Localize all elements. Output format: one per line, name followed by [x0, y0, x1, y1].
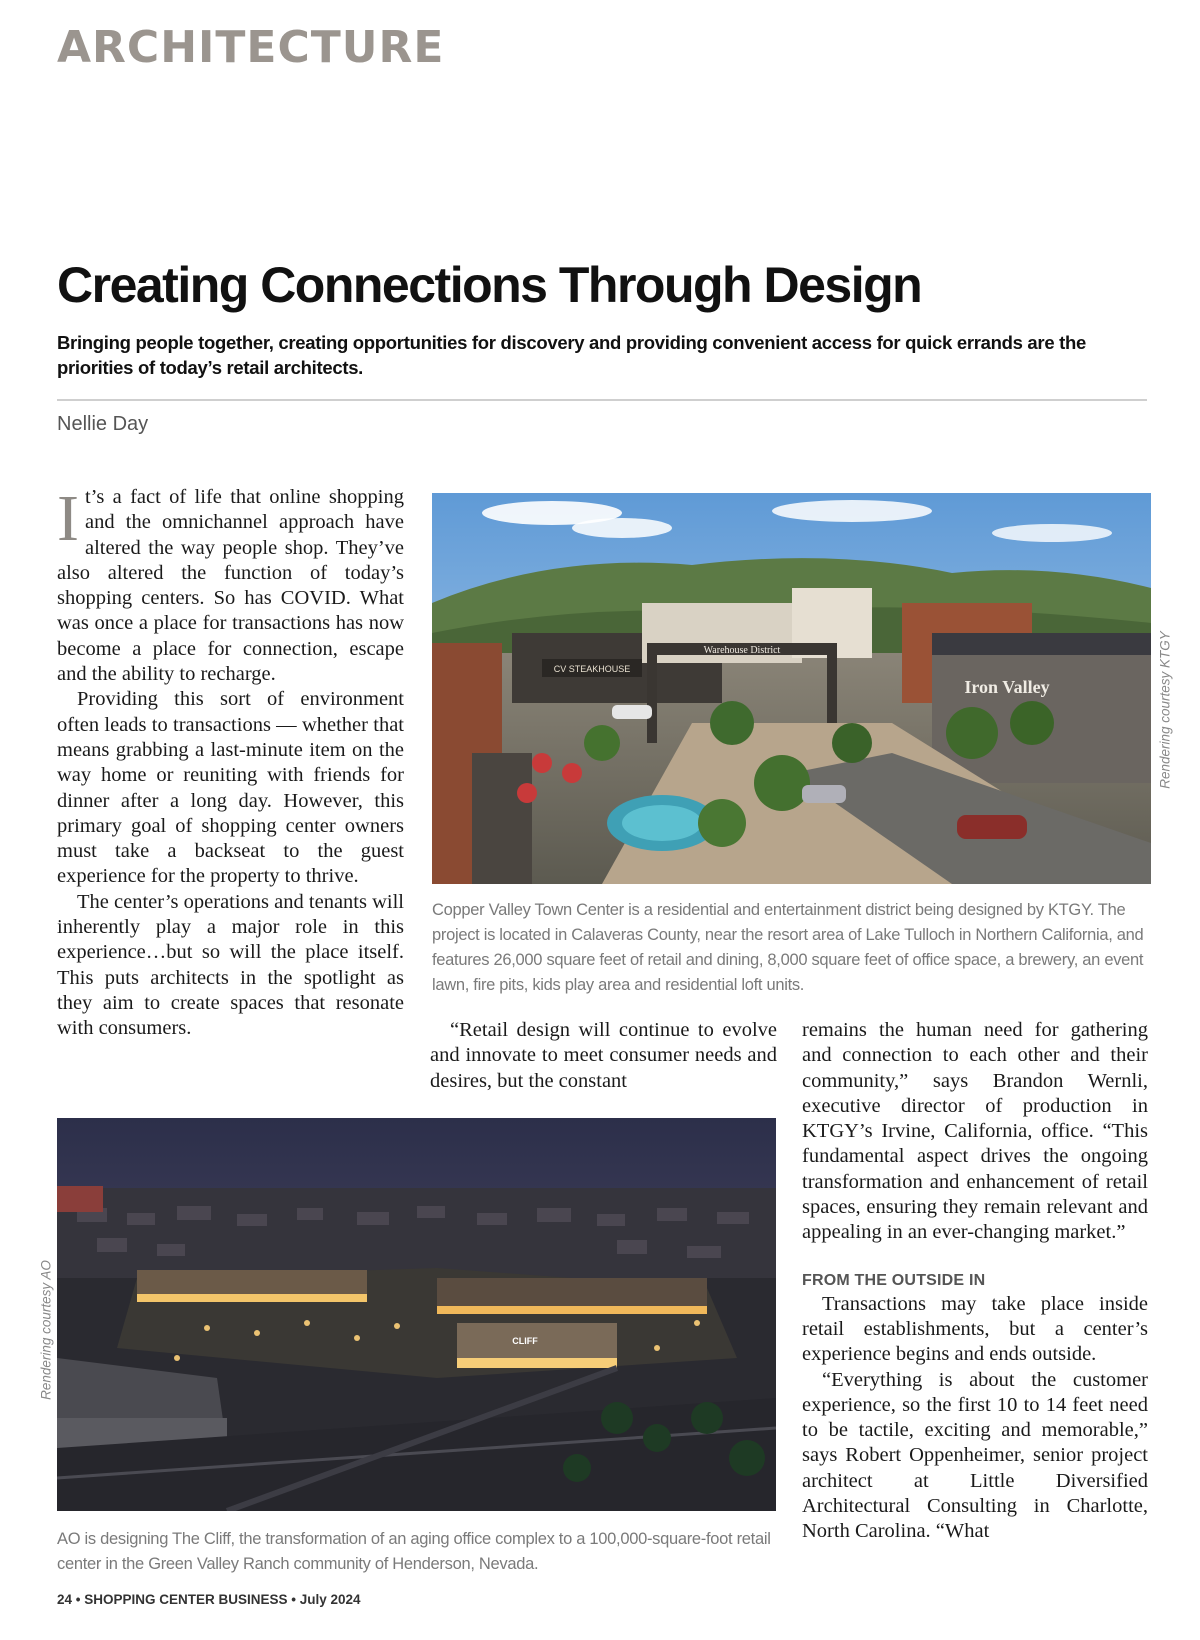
figure-2-caption: AO is designing The Cliff, the transformation of an aging office complex to a 100,000-square-foot retail center in the Green Valley Ranch community of Henderson, Nevada.: [57, 1530, 771, 1573]
body-column-3: [802, 1018, 1148, 1545]
body-paragraph-4: “Retail design will continue to evolve and innovate to meet consumer needs and desires, but the constant: [430, 1019, 777, 1092]
body-paragraph-3: The center’s operations and tenants will inherently play a major role in this experience…but so will the place itself. This puts architects in the spotlight as they aim to create spaces that resonate with consumers.: [57, 890, 404, 1040]
body-paragraph-7: “Everything is about the customer experience, so the first 10 to 14 feet need to be tactile, exciting and memorable,” says Robert Oppenheimer, senior project architect at Little Diversified Architectural Consulting in Charlotte, North Carolina. “What: [802, 1368, 1148, 1543]
divider-rule: [57, 399, 1147, 401]
body-column-2: [430, 1018, 777, 1094]
body-paragraph-6: Transactions may take place inside retail establishments, but a center’s experience begins and ends outside.: [802, 1292, 1148, 1366]
figure-1-credit: Rendering courtesy KTGY: [1157, 631, 1173, 789]
article-headline: Creating Connections Through Design: [57, 257, 922, 313]
the-cliff-rendering: [57, 1118, 776, 1511]
article-deck: Bringing people together, creating opportunities for discovery and providing convenient access for quick errands are the priorities of today’s retail architects.: [57, 332, 1086, 378]
sign-warehouse-district: Warehouse District: [703, 645, 781, 656]
sign-iron-valley: Iron Valley: [964, 677, 1050, 697]
sign-cv-steakhouse: CV STEAKHOUSE: [553, 664, 631, 674]
body-column-1: [57, 482, 404, 1042]
section-label: ARCHITECTURE: [57, 22, 445, 73]
paragraph-1-text: t’s a fact of life that online shopping and the omnichannel approach have altered the way people shop. They’ve also altered the function of today’s shopping centers. So has COVID. What was once a place for transactions has now become a place for connection, escape and the ability to recharge.: [57, 486, 404, 686]
copper-valley-rendering: [432, 493, 1151, 884]
figure-2-credit: Rendering courtesy AO: [38, 1260, 54, 1400]
page-footer: 24 • SHOPPING CENTER BUSINESS • July 2024: [57, 1592, 361, 1607]
drop-cap: I: [57, 482, 79, 555]
section-subhead: FROM THE OUTSIDE IN: [802, 1271, 986, 1289]
sign-cliff: CLIFF: [512, 1336, 538, 1346]
body-paragraph-2: Providing this sort of environment often leads to transactions — whether that means grabbing a last-minute item on the way home or reuniting with friends for dinner after a long day. However, this primary goal of shopping center owners must take a backseat to the guest experience for the property to thrive.: [57, 688, 404, 888]
figure-1-caption: Copper Valley Town Center is a residential and entertainment district being designed by KTGY. The project is located in Calaveras County, near the resort area of Lake Tulloch in Northern California, and features 26,000 square feet of retail and dining, 8,000 square feet of office space, a brewery, an event lawn, fire pits, kids play area and residential loft units.: [432, 901, 1144, 994]
body-paragraph-1: [57, 482, 404, 687]
body-paragraph-5: remains the human need for gathering and connection to each other and their community,” says Brandon Wernli, executive director of production in KTGY’s Irvine, California, office. “This fundamental aspect drives the ongoing transformation and enhancement of retail spaces, ensuring they remain relevant and appealing in an ever-changing market.”: [802, 1019, 1148, 1244]
byline: Nellie Day: [57, 413, 149, 435]
